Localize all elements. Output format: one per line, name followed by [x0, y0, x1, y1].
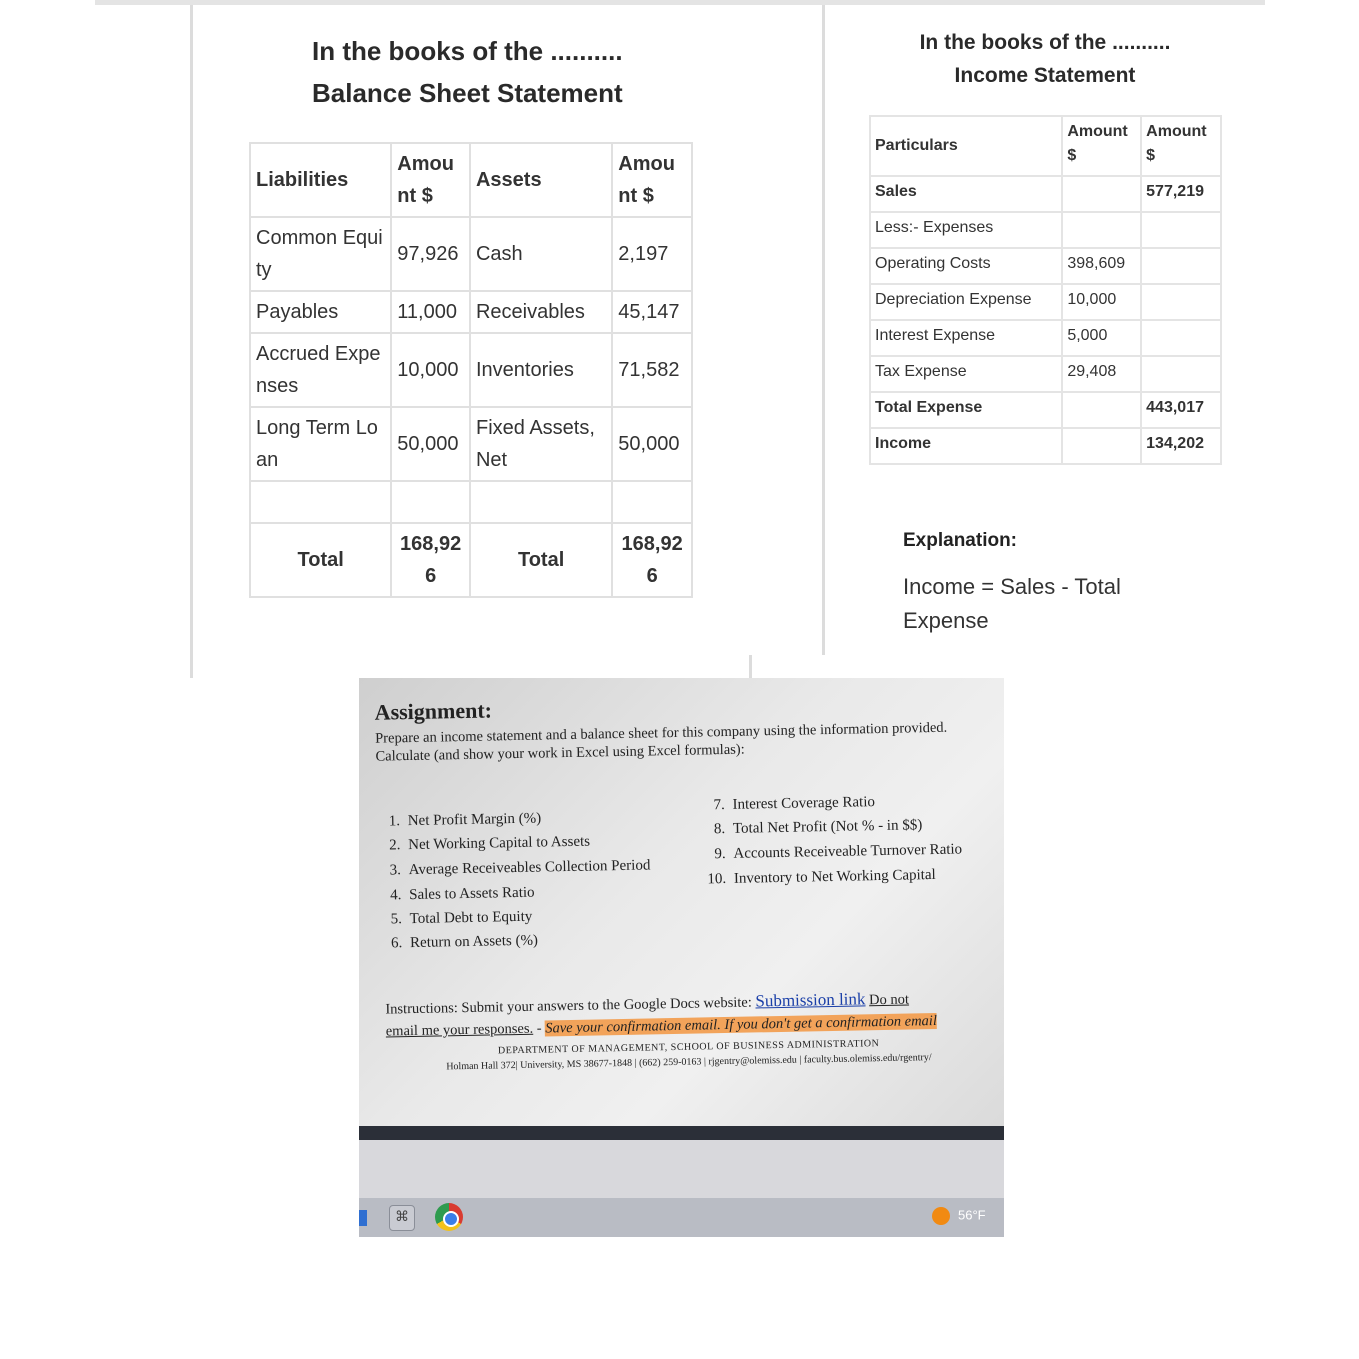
ratio-list-right: [706, 788, 990, 891]
email-text: email me your responses.: [385, 1020, 534, 1040]
screen-blank-area: [359, 1140, 1004, 1198]
amount-cell: [1062, 392, 1141, 428]
sun-icon: [932, 1207, 950, 1225]
header-liabilities: Liabilities: [250, 143, 391, 217]
table-row: [870, 212, 1221, 248]
income-statement-heading-line2: Income Statement: [954, 64, 1136, 87]
list-item: 1. Net Profit Margin (%): [404, 804, 654, 833]
list-item: 7. Interest Coverage Ratio: [728, 788, 988, 817]
assignment-description: Prepare an income statement and a balance sheet for this company using the information provided. Calculate (and show your work in Excel using Excel formulas):: [375, 719, 948, 765]
do-not-text: Do not: [868, 991, 910, 1009]
particular-cell: Tax Expense: [870, 356, 1062, 392]
balance-sheet-table: [249, 142, 693, 598]
table-row: [250, 217, 692, 291]
income-statement-heading-line1: In the books of the ..........: [919, 31, 1171, 54]
assignment-sheet: [359, 678, 1004, 1128]
liability-cell: Common Equity: [250, 217, 391, 291]
top-divider: [95, 0, 1265, 5]
amount-cell: 577,219: [1141, 176, 1221, 212]
mid-vertical-divider: [749, 655, 752, 678]
table-row: [250, 333, 692, 407]
list-item: 3. Average Receiveables Collection Period: [405, 855, 655, 880]
income-statement-table: [869, 115, 1222, 465]
amount-cell: [1141, 320, 1221, 356]
address-line: Holman Hall 372| University, MS 38677-1848 | (662) 259-0163 | rjgentry@olemiss.edu | faculty.bus.olemiss.edu/rgentry/: [446, 1052, 932, 1073]
amount-cell: 10,000: [1062, 284, 1141, 320]
asset-cell: Inventories: [470, 333, 612, 407]
table-row: [870, 428, 1221, 464]
amount-cell: 10,000: [391, 333, 470, 407]
amount-cell: 2,197: [612, 217, 692, 291]
particular-cell: Income: [870, 428, 1062, 464]
left-vertical-divider: [190, 5, 193, 678]
particular-cell: Depreciation Expense: [870, 284, 1062, 320]
amount-cell: 50,000: [391, 407, 470, 481]
list-item: 5. Total Debt to Equity: [405, 902, 655, 931]
total-row: [250, 523, 692, 597]
weather-temp: 56°F: [958, 1207, 986, 1223]
assignment-photo: [359, 678, 1004, 1237]
total-label: Total: [250, 523, 391, 597]
header-amount: Amount $: [1062, 116, 1141, 176]
amount-cell: [1062, 428, 1141, 464]
amount-cell: 97,926: [391, 217, 470, 291]
total-amount: 168,926: [391, 523, 470, 597]
amount-cell: [1062, 176, 1141, 212]
taskbar-indicator: [359, 1210, 367, 1226]
amount-cell: 134,202: [1141, 428, 1221, 464]
amount-cell: 398,609: [1062, 248, 1141, 284]
empty-row: [250, 481, 692, 523]
list-item: 9. Accounts Receiveable Turnover Ratio: [729, 839, 989, 864]
balance-sheet-heading-line2: Balance Sheet Statement: [312, 78, 623, 108]
list-item: 8. Total Net Profit (Not % - in $$): [729, 812, 989, 841]
header-assets: Assets: [470, 143, 612, 217]
app-icon[interactable]: ⌘: [389, 1205, 415, 1231]
header-particulars: Particulars: [870, 116, 1062, 176]
total-label: Total: [470, 523, 612, 597]
table-header-row: [250, 143, 692, 217]
liability-cell: Payables: [250, 291, 391, 333]
table-row: [250, 407, 692, 481]
table-header-row: [870, 116, 1221, 176]
liability-cell: Long Term Loan: [250, 407, 391, 481]
assignment-title: Assignment:: [374, 697, 493, 725]
amount-cell: [1141, 248, 1221, 284]
instructions: [385, 986, 996, 1043]
list-item: 6. Return on Assets (%): [406, 926, 656, 955]
amount-cell: [1062, 212, 1141, 248]
particular-cell: Interest Expense: [870, 320, 1062, 356]
asset-cell: Receivables: [470, 291, 612, 333]
asset-cell: Fixed Assets, Net: [470, 407, 612, 481]
taskbar: [359, 1198, 1004, 1237]
header-amount: Amount $: [1141, 116, 1221, 176]
balance-sheet-heading-line1: In the books of the ..........: [312, 36, 623, 66]
center-vertical-divider: [822, 5, 825, 655]
highlighted-note: Save your confirmation email. If you don't get a confirmation email: [545, 1012, 938, 1037]
particular-cell: Total Expense: [870, 392, 1062, 428]
income-statement-heading: [870, 26, 1220, 92]
submission-link[interactable]: Submission link: [755, 989, 866, 1011]
particular-cell: Sales: [870, 176, 1062, 212]
amount-cell: 29,408: [1062, 356, 1141, 392]
table-row: [870, 356, 1221, 392]
table-row: [870, 176, 1221, 212]
header-amount: Amount $: [612, 143, 692, 217]
list-item: 4. Sales to Assets Ratio: [405, 878, 655, 907]
ratio-list-left: [382, 804, 657, 955]
explanation-text: Income = Sales - Total Expense: [903, 574, 1121, 633]
amount-cell: [1141, 284, 1221, 320]
balance-sheet-heading: [312, 30, 623, 114]
amount-cell: [1141, 356, 1221, 392]
particular-cell: Operating Costs: [870, 248, 1062, 284]
header-amount: Amount $: [391, 143, 470, 217]
table-row: [870, 248, 1221, 284]
amount-cell: 71,582: [612, 333, 692, 407]
table-row: [250, 291, 692, 333]
table-row: [870, 284, 1221, 320]
table-row: [870, 320, 1221, 356]
list-item: 10. Inventory to Net Working Capital: [730, 862, 990, 891]
total-amount: 168,926: [612, 523, 692, 597]
amount-cell: [1141, 212, 1221, 248]
amount-cell: 50,000: [612, 407, 692, 481]
list-item: 2. Net Working Capital to Assets: [404, 828, 654, 857]
dash-text: -: [533, 1020, 546, 1037]
monitor-bezel: [359, 1126, 1004, 1140]
asset-cell: Cash: [470, 217, 612, 291]
amount-cell: 5,000: [1062, 320, 1141, 356]
department-line: DEPARTMENT OF MANAGEMENT, SCHOOL OF BUSINESS ADMINISTRATION: [497, 1038, 880, 1057]
table-row: [870, 392, 1221, 428]
amount-cell: 443,017: [1141, 392, 1221, 428]
chrome-icon[interactable]: [435, 1203, 463, 1231]
explanation-title: Explanation:: [903, 530, 1018, 551]
liability-cell: Accrued Expenses: [250, 333, 391, 407]
amount-cell: 45,147: [612, 291, 692, 333]
particular-cell: Less:- Expenses: [870, 212, 1062, 248]
weather-widget[interactable]: [932, 1207, 986, 1225]
instructions-prefix: Instructions: Submit your answers to the Google Docs website:: [385, 994, 752, 1018]
amount-cell: 11,000: [391, 291, 470, 333]
